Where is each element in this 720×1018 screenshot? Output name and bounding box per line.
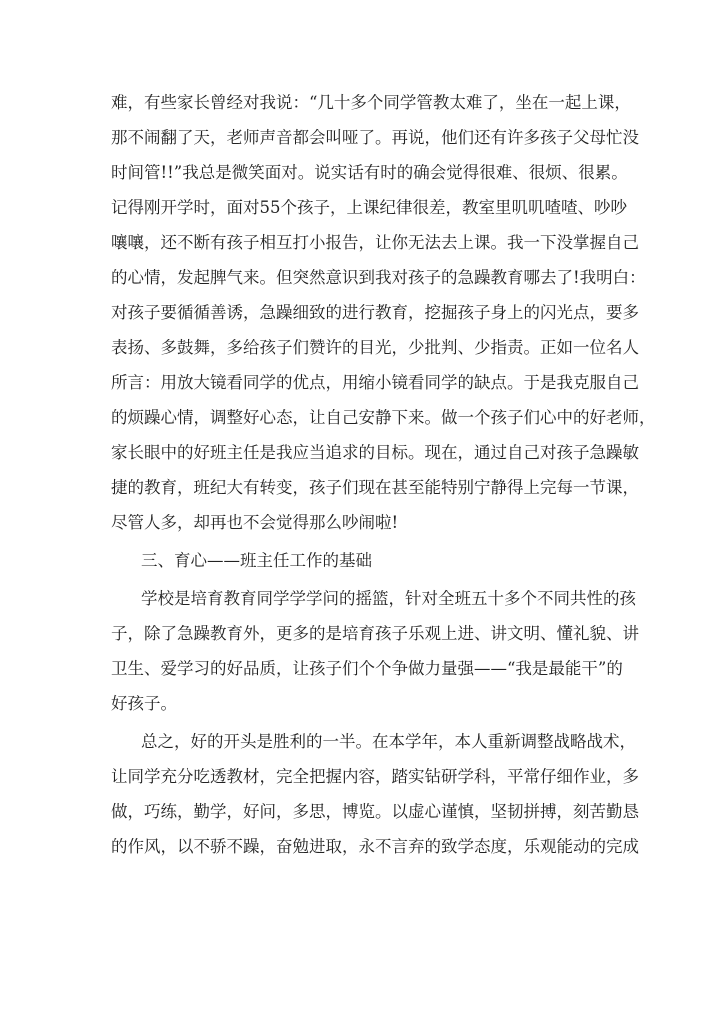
- document-page: [111, 85, 656, 864]
- text-line: 总之，好的开头是胜利的一半。在本学年，本人重新调整战略战术，: [141, 732, 636, 751]
- text-line: 学校是培育教育同学学学问的摇篮，针对全班五十多个不同共性的孩: [141, 589, 636, 608]
- paragraph: [111, 724, 639, 864]
- text-line: 三、育心——班主任工作的基础: [141, 551, 372, 570]
- text-line: 对孩子要循循善诱，急躁细致的进行教育，挖掘孩子身上的闪光点，要多: [111, 303, 639, 322]
- text-line: 的心情，发起脾气来。但突然意识到我对孩子的急躁教育哪去了!我明白：: [111, 268, 646, 287]
- text-line: 捷的教育，班纪大有转变，孩子们现在甚至能特别宁静得上完每一节课，: [111, 478, 639, 497]
- text-line: 所言：用放大镜看同学的优点，用缩小镜看同学的缺点。于是我克服自己: [111, 373, 639, 392]
- text-line: 难，有些家长曾经对我说：“几十多个同学管教太难了，坐在一起上课，: [111, 93, 631, 112]
- text-line: 记得刚开学时，面对55个孩子，上课纪律很差，教室里叽叽喳喳、吵吵: [111, 198, 627, 217]
- text-line: 家长眼中的好班主任是我应当追求的目标。现在，通过自己对孩子急躁敏: [111, 443, 639, 462]
- text-line: 时间管!!”我总是微笑面对。说实话有时的确会觉得很难、很烦、很累。: [111, 163, 628, 182]
- text-line: 做，巧练，勤学，好问，多思，博览。以虚心谨慎，坚韧拼搏，刻苦勤恳: [111, 802, 639, 821]
- text-line: 好孩子。: [111, 694, 177, 713]
- text-line: 嚷嚷，还不断有孩子相互打小报告，让你无法去上课。我一下没掌握自己: [111, 233, 639, 252]
- text-line: 卫生、爱学习的好品质，让孩子们个个争做力量强——“我是最能干”的: [111, 659, 623, 678]
- text-line: 的作风，以不骄不躁，奋勉进取，永不言弃的致学态度，乐观能动的完成: [111, 837, 639, 856]
- text-line: 子，除了急躁教育外，更多的是培育孩子乐观上进、讲文明、懂礼貌、讲: [111, 624, 639, 643]
- section-heading: [111, 543, 621, 578]
- text-line: 表扬、多鼓舞，多给孩子们赞许的目光，少批判、少指责。正如一位名人: [111, 338, 639, 357]
- paragraph: [111, 85, 656, 540]
- text-line: 让同学充分吃透教材，完全把握内容，踏实钻研学科，平常仔细作业，多: [111, 767, 639, 786]
- paragraph: [111, 581, 639, 721]
- text-line: 尽管人多，却再也不会觉得那么吵闹啦!: [111, 513, 399, 532]
- text-line: 那不闹翻了天，老师声音都会叫哑了。再说，他们还有许多孩子父母忙没: [111, 128, 639, 147]
- text-line: 的烦躁心情，调整好心态，让自己安静下来。做一个孩子们心中的好老师，: [111, 408, 656, 427]
